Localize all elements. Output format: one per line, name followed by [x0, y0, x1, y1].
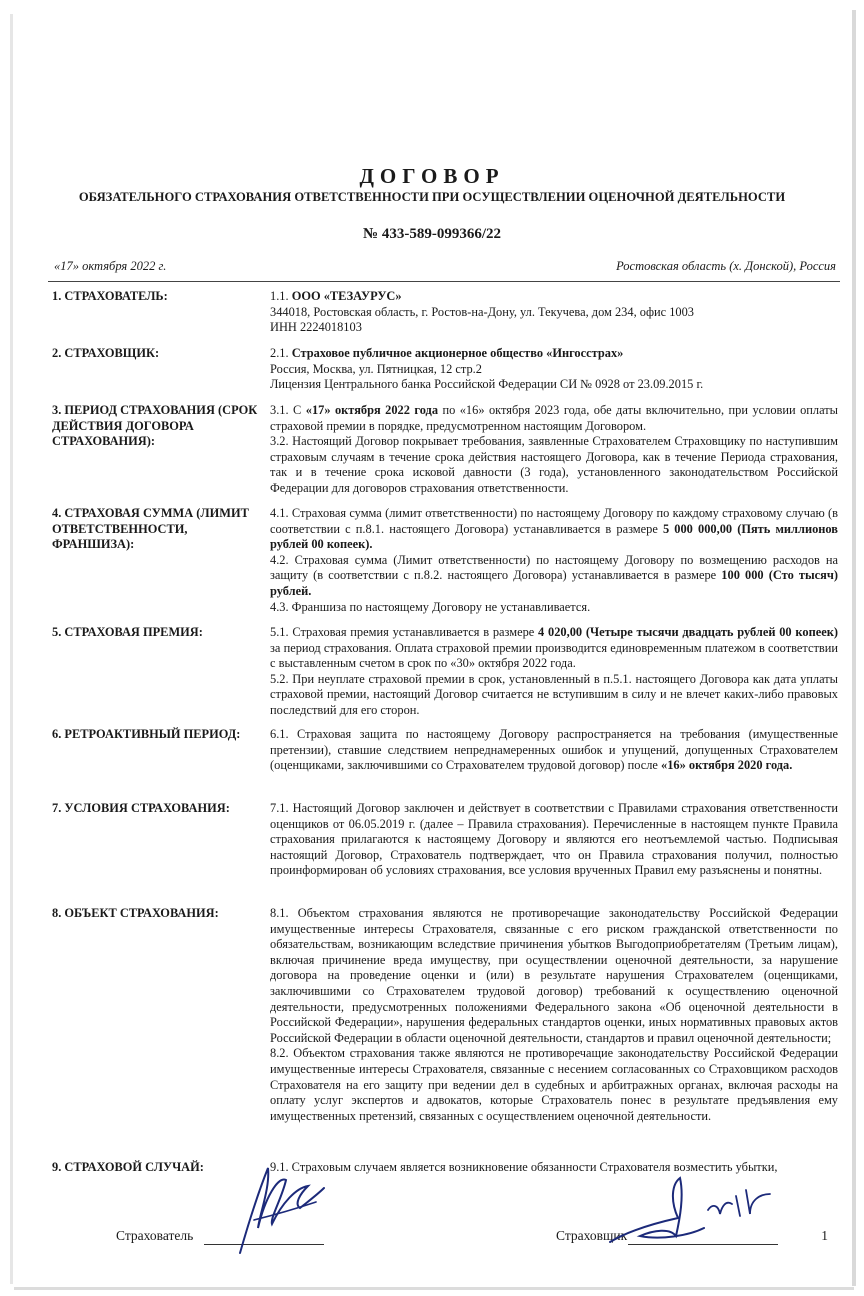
section-label: 6. РЕТРОАКТИВНЫЙ ПЕРИОД:	[52, 727, 241, 741]
section-line: Лицензия Центрального банка Российской Федерации СИ № 0928 от 23.09.2015 г.	[270, 377, 704, 392]
contract-place: Ростовская область (х. Донской), Россия	[616, 259, 836, 273]
section-label: 2. СТРАХОВЩИК:	[52, 346, 160, 360]
section-line: 3.2. Настоящий Договор покрывает требования, заявленные Страхователем Страховщику по наступившим страховым случаям в течение срока действия настоящего Договора, как в течение Периода страхования, так и в течение срока исковой давности (3 года), установленного законодательством Российской Федерации для договоров страхования ответственности.	[270, 434, 838, 495]
section-line: 1.1. ООО «ТЕЗАУРУС»	[270, 289, 402, 303]
section-body	[270, 727, 838, 774]
section-line: 8.1. Объектом страхования являются не противоречащие законодательству Российской Федерации имущественные интересы Страхователя, связанные с его риском гражданской ответственности по обязательствам, возникающим вследствие причинения убытков Выгодоприобретателям (Третьим лицам), включая причинение вреда имуществу, при осуществлении оценочной деятельности, за нарушение договора на проведение оценки и (или) в результате нарушения Страхователем (оценщиками, заключившими со Страхователем трудовой договор) требований к осуществлению оценочной деятельности, предусмотренных положениями Федерального закона «Об оценочной деятельности в Российской Федерации», нарушения федеральных стандартов оценки, иных нормативных правовых актов Российской Федерации в области оценочной деятельности, стандартов и правил оценочной деятельности;	[270, 906, 838, 1045]
section-line: 9.1. Страховым случаем является возникновение обязанности Страхователя возместить убытки,	[270, 1160, 778, 1174]
section-label: 3. ПЕРИОД СТРАХОВАНИЯ (СРОК ДЕЙСТВИЯ ДОГОВОРА СТРАХОВАНИЯ):	[52, 403, 258, 448]
section-line: Россия, Москва, ул. Пятницкая, 12 стр.2	[270, 361, 482, 376]
document-title: ДОГОВОР	[359, 164, 505, 188]
section-body	[270, 625, 838, 719]
section-line: 5.2. При неуплате страховой премии в срок, установленный в п.5.1. настоящего Договора как дата уплаты страховой премии, настоящий Договор считается не вступившим в силу и не влечет каких-либо правовых последствий для его сторон.	[270, 671, 838, 717]
section-label: 1. СТРАХОВАТЕЛЬ:	[52, 289, 168, 303]
section-line: 2.1. Страховое публичное акционерное общество «Ингосстрах»	[270, 346, 624, 360]
section-line: 5.1. Страховая премия устанавливается в размере 4 020,00 (Четыре тысячи двадцать рублей 00 копеек) за период страхования. Оплата страховой премии производится единовременным платежом в соответствии с выставленным счетом в срок по «30» октября 2022 года.	[270, 625, 838, 671]
document-subtitle: ОБЯЗАТЕЛЬНОГО СТРАХОВАНИЯ ОТВЕТСТВЕННОСТИ ПРИ ОСУЩЕСТВЛЕНИИ ОЦЕНОЧНОЙ ДЕЯТЕЛЬНОСТИ	[78, 190, 786, 204]
section-line: ИНН 2224018103	[270, 320, 362, 335]
section-body	[270, 801, 838, 879]
section-label: 7. УСЛОВИЯ СТРАХОВАНИЯ:	[52, 801, 230, 815]
insurer-signature-label: Страховщик	[556, 1228, 628, 1243]
section-label: 8. ОБЪЕКТ СТРАХОВАНИЯ:	[52, 906, 219, 920]
section-line: 4.3. Франшиза по настоящему Договору не устанавливается.	[270, 599, 591, 614]
section-body	[270, 506, 838, 615]
section-label: 5. СТРАХОВАЯ ПРЕМИЯ:	[52, 625, 203, 639]
header-divider	[48, 281, 840, 282]
section-label: 4. СТРАХОВАЯ СУММА (ЛИМИТ ОТВЕТСТВЕННОСТИ, ФРАНШИЗА):	[52, 506, 249, 551]
section-body	[270, 289, 838, 336]
insurer-signature-scribble	[600, 1170, 780, 1250]
insured-signature-scribble	[220, 1158, 340, 1258]
section-line: 4.1. Страховая сумма (лимит ответственности) по настоящему Договору по каждому страховому случаю (в соответствии с п.8.1. настоящего Договора) устанавливается в размере 5 000 000,00 (Пять миллионов рублей 00 копеек).	[270, 506, 838, 552]
section-line: 3.1. С «17» октября 2022 года по «16» октября 2023 года, обе даты включительно, при условии оплаты страховой премии в порядке, предусмотренном настоящим Договором.	[270, 403, 838, 433]
contract-number: № 433-589-099366/22	[363, 226, 501, 242]
section-body	[270, 346, 838, 393]
section-label: 9. СТРАХОВОЙ СЛУЧАЙ:	[52, 1160, 204, 1174]
page-number: 1	[821, 1228, 828, 1243]
section-body	[270, 403, 838, 497]
section-body	[270, 906, 838, 1124]
section-line: 344018, Ростовская область, г. Ростов-на-Дону, ул. Текучева, дом 234, офис 1003	[270, 304, 695, 319]
section-line: 4.2. Страховая сумма (Лимит ответственности) по настоящему Договору по возмещению расходов на защиту (в соответствии с п.8.2. настоящего Договора) устанавливается в размере 100 000 (Сто тысяч) рублей.	[270, 552, 838, 598]
section-line: 8.2. Объектом страхования также являются не противоречащие законодательству Российской Федерации имущественные интересы Страхователя, связанные с несением согласованных со Страховщиком расходов Страхователя на его защиту при ведении дел в судебных и арбитражных органах, включая расходы на оплату услуг экспертов и адвокатов, которые Страхователь понес в результате предъявления ему имущественных претензий, связанных с осуществлением оценочной деятельности.	[270, 1046, 838, 1123]
scan-edge-bottom	[14, 1287, 854, 1290]
insured-signature-label: Страхователь	[116, 1228, 194, 1243]
section-line: 7.1. Настоящий Договор заключен и действует в соответствии с Правилами страхования ответственности оценщиков от 06.05.2019 г. (далее – Правила страхования). Перечисленные в настоящем пункте Правила страхования прилагаются к настоящему Договору и являются его неотъемлемой частью. Подписывая настоящий Договор, Страхователь подтверждает, что он Правила страхования получил, полностью проинформирован об условиях страхования, все условия врученных Правил ему разъяснены и понятны.	[270, 801, 838, 878]
section-line: 6.1. Страховая защита по настоящему Договору распространяется на требования (имущественные претензии), ставшие следствием непреднамеренных ошибок и упущений, допущенных Страхователем (оценщиками, заключившими со Страхователем трудовой договор) после «16» октября 2020 года.	[270, 727, 838, 773]
contract-date: «17» октября 2022 г.	[54, 259, 167, 273]
